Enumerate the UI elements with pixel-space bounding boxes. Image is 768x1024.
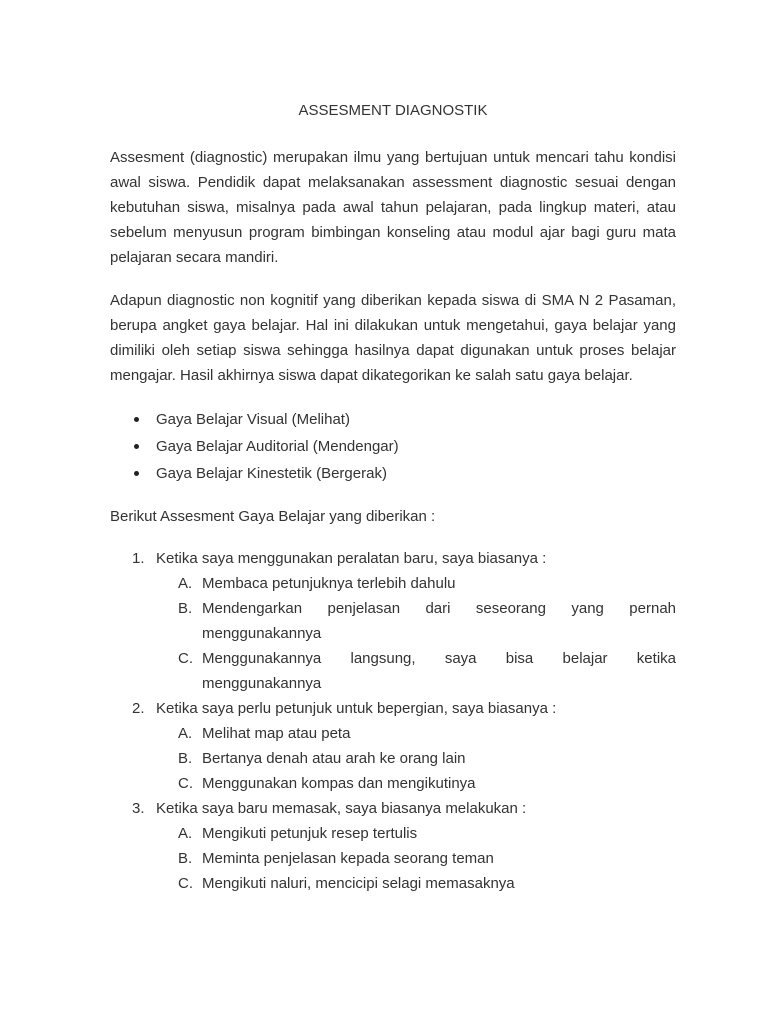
option-list: [156, 821, 676, 896]
option-item: [156, 721, 676, 746]
question-number: 2.: [132, 700, 145, 717]
option-item: [156, 846, 676, 871]
question-item: [110, 696, 676, 796]
option-letter: C.: [178, 650, 193, 667]
option-text: Bertanya denah atau arah ke orang lain: [202, 750, 466, 767]
bullet-icon: [134, 471, 139, 476]
option-item: [156, 771, 676, 796]
option-item: [156, 746, 676, 771]
paragraph-noncognitive: Adapun diagnostic non kognitif yang diberikan kepada siswa di SMA N 2 Pasaman, berupa angket gaya belajar. Hal ini dilakukan untuk mengetahui, gaya belajar yang dimiliki oleh setiap siswa sehingga hasilnya dapat digunakan untuk proses belajar mengajar. Hasil akhirnya siswa dapat dikategorikan ke salah satu gaya belajar.: [110, 292, 676, 384]
option-letter: B.: [178, 750, 193, 767]
option-letter: A.: [178, 725, 193, 742]
option-letter: A.: [178, 825, 193, 842]
list-item-text: Gaya Belajar Auditorial (Mendengar): [156, 438, 399, 455]
question-item: [110, 546, 676, 696]
option-text-continued: menggunakannya: [202, 675, 322, 692]
document-title: ASSESMENT DIAGNOSTIK: [298, 102, 488, 119]
question-item: [110, 796, 676, 896]
option-text: Menggunakannya langsung, saya bisa belajar ketika: [202, 650, 676, 667]
option-text: Mendengarkan penjelasan dari seseorang yang pernah: [202, 600, 676, 617]
option-item: [156, 646, 676, 696]
option-item: [156, 596, 676, 646]
option-letter: B.: [178, 600, 193, 617]
option-letter: C.: [178, 875, 193, 892]
option-item: [156, 821, 676, 846]
list-item: [110, 406, 676, 433]
list-item: [110, 433, 676, 460]
list-item-text: Gaya Belajar Visual (Melihat): [156, 411, 350, 428]
option-text: Mengikuti naluri, mencicipi selagi memasaknya: [202, 875, 515, 892]
option-list: [156, 721, 676, 796]
option-text: Mengikuti petunjuk resep tertulis: [202, 825, 418, 842]
option-letter: B.: [178, 850, 193, 867]
option-letter: A.: [178, 575, 193, 592]
list-item: [110, 460, 676, 487]
option-letter: C.: [178, 775, 193, 792]
question-text: Ketika saya baru memasak, saya biasanya melakukan :: [156, 800, 527, 817]
option-text: Meminta penjelasan kepada seorang teman: [202, 850, 494, 867]
assessment-intro: Berikut Assesment Gaya Belajar yang diberikan :: [110, 508, 436, 525]
option-item: [156, 571, 676, 596]
question-text: Ketika saya perlu petunjuk untuk bepergian, saya biasanya :: [156, 700, 557, 717]
bullet-icon: [134, 444, 139, 449]
list-item-text: Gaya Belajar Kinestetik (Bergerak): [156, 465, 387, 482]
option-list: [156, 571, 676, 696]
question-text: Ketika saya menggunakan peralatan baru, saya biasanya :: [156, 550, 547, 567]
option-text: Membaca petunjuknya terlebih dahulu: [202, 575, 456, 592]
question-number: 1.: [132, 550, 145, 567]
option-text: Menggunakan kompas dan mengikutinya: [202, 775, 476, 792]
bullet-icon: [134, 417, 139, 422]
option-text-continued: menggunakannya: [202, 625, 322, 642]
learning-style-list: [110, 406, 676, 487]
option-text: Melihat map atau peta: [202, 725, 351, 742]
question-list: [110, 546, 676, 896]
question-number: 3.: [132, 800, 145, 817]
option-item: [156, 871, 676, 896]
paragraph-definition: Assesment (diagnostic) merupakan ilmu yang bertujuan untuk mencari tahu kondisi awal siswa. Pendidik dapat melaksanakan assessment diagnostic sesuai dengan kebutuhan siswa, misalnya pada awal tahun pelajaran, pada lingkup materi, atau sebelum menyusun program bimbingan konseling atau modul ajar bagi guru mata pelajaran secara mandiri.: [110, 149, 676, 266]
